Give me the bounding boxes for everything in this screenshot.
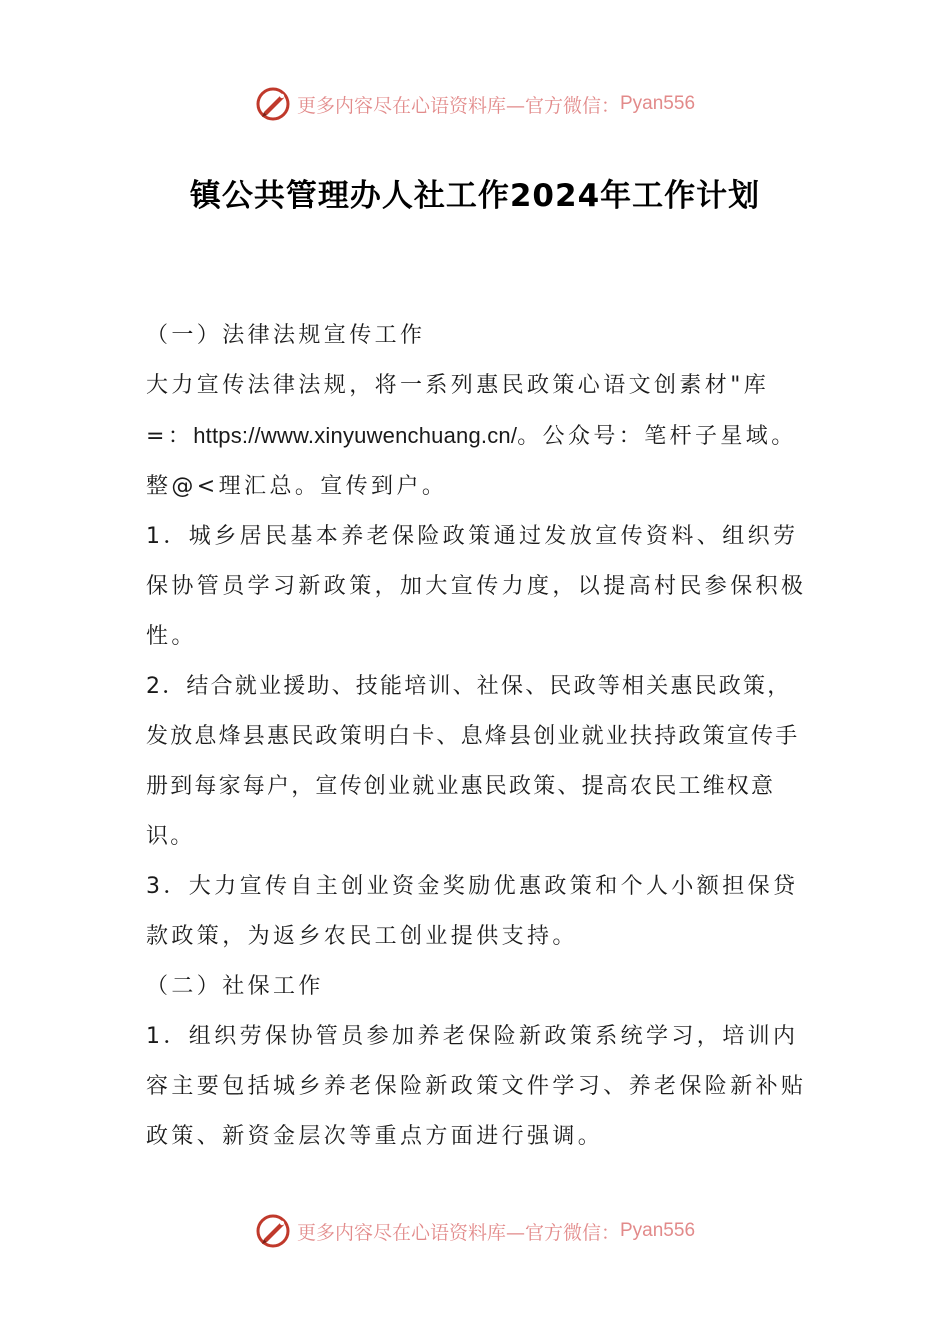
list-item-2-1: 1．组织劳保协管员参加养老保险新政策系统学习，培训内容主要包括城乡养老保险新政策文件学习、养老保险新补贴政策、新资金层次等重点方面进行强调。	[146, 1024, 807, 1149]
watermark-header	[0, 82, 950, 126]
watermark-wechat-id: Pyan556	[620, 93, 696, 114]
paragraph-promotion-text-a: 大力宣传法律法规，将一系列惠民政策心语文创素材"库=：	[146, 373, 770, 449]
watermark-footer	[0, 1209, 950, 1253]
document-body	[146, 311, 810, 1162]
paragraph-promotion-text-c: @<理汇总。宣传到户。	[171, 474, 448, 499]
watermark-text: 更多内容尽在心语资料库—官方微信：	[296, 1221, 620, 1244]
website-link[interactable]: https://www.xinyuwenchuang.cn/	[193, 423, 518, 448]
paragraph-promotion	[146, 361, 810, 512]
list-item-1-3: 3．大力宣传自主创业资金奖励优惠政策和个人小额担保贷款政策，为返乡农民工创业提供支持。	[146, 874, 799, 949]
section-heading-2: （二）社保工作	[146, 974, 324, 999]
pen-logo-icon	[255, 86, 291, 122]
section-heading-1: （一）法律法规宣传工作	[146, 323, 426, 348]
paragraph-promotion-text-b: 。公众号：笔杆子星域。整	[146, 424, 797, 499]
document-title: 镇公共管理办人社工作2024年工作计划	[189, 178, 761, 214]
list-item-1-2: 2．结合就业援助、技能培训、社保、民政等相关惠民政策，发放息烽县惠民政策明白卡、息烽县创业就业扶持政策宣传手册到每家每户，宣传创业就业惠民政策、提高农民工维权意识。	[146, 674, 800, 849]
watermark-wechat-id: Pyan556	[620, 1220, 696, 1241]
list-item-1-1: 1．城乡居民基本养老保险政策通过发放宣传资料、组织劳保协管员学习新政策，加大宣传力度，以提高村民参保积极性。	[146, 524, 807, 649]
pen-logo-icon	[255, 1213, 291, 1249]
watermark-text: 更多内容尽在心语资料库—官方微信：	[296, 94, 620, 117]
